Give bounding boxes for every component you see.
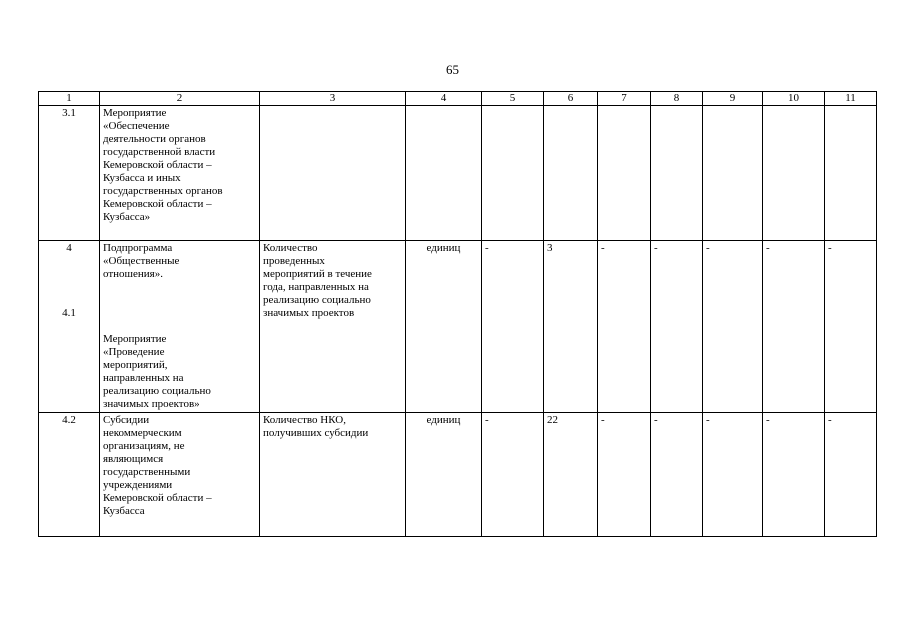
- subprogram-name: Подпрограмма «Общественные отношения».: [103, 242, 180, 280]
- value-cell: [763, 106, 825, 241]
- unit-cell: единиц: [406, 413, 482, 537]
- table-row: [39, 241, 877, 413]
- activity-name: Мероприятие «Обеспечение деятельности органов государственной власти Кемеровской области – Кузбасса и иных государственных органов Кемеровской области – Кузбасса»: [100, 106, 260, 241]
- table-row: [39, 413, 877, 537]
- indicator-name: Количество проведенных мероприятий в течение года, направленных на реализацию социально значимых проектов: [260, 241, 406, 413]
- value-cell: -: [598, 241, 651, 413]
- column-header: 4: [406, 92, 482, 106]
- value-cell: -: [763, 413, 825, 537]
- column-header: 5: [482, 92, 544, 106]
- column-header: 2: [100, 92, 260, 106]
- row-number-cell: [39, 241, 100, 413]
- value-cell: 22: [544, 413, 598, 537]
- indicator-name: Количество НКО, получивших субсидии: [260, 413, 406, 537]
- column-header: 8: [651, 92, 703, 106]
- value-cell: [544, 106, 598, 241]
- value-cell: [598, 106, 651, 241]
- unit-cell: единиц: [406, 241, 482, 413]
- value-cell: -: [703, 413, 763, 537]
- value-cell: -: [482, 413, 544, 537]
- table-header-row: [39, 92, 877, 106]
- table-row: [39, 106, 877, 241]
- activity-name: Мероприятие «Проведение мероприятий, направленных на реализацию социально значимых проектов»: [103, 333, 211, 410]
- indicators-table: [38, 91, 877, 537]
- column-header: 11: [825, 92, 877, 106]
- value-cell: -: [651, 413, 703, 537]
- column-header: 9: [703, 92, 763, 106]
- value-cell: -: [598, 413, 651, 537]
- row-number: 4: [66, 242, 72, 254]
- value-cell: -: [825, 413, 877, 537]
- value-cell: -: [482, 241, 544, 413]
- row-number: 4.1: [62, 307, 76, 319]
- column-header: 7: [598, 92, 651, 106]
- indicator-name: [260, 106, 406, 241]
- activity-name-cell: [100, 241, 260, 413]
- value-cell: -: [825, 241, 877, 413]
- page-number: 65: [446, 62, 459, 77]
- value-cell: [825, 106, 877, 241]
- value-cell: [651, 106, 703, 241]
- column-header: 1: [39, 92, 100, 106]
- value-cell: -: [703, 241, 763, 413]
- column-header: 10: [763, 92, 825, 106]
- value-cell: -: [651, 241, 703, 413]
- value-cell: [703, 106, 763, 241]
- value-cell: [482, 106, 544, 241]
- value-cell: 3: [544, 241, 598, 413]
- column-header: 3: [260, 92, 406, 106]
- value-cell: -: [763, 241, 825, 413]
- column-header: 6: [544, 92, 598, 106]
- activity-name: Субсидии некоммерческим организациям, не являющимся государственными учреждениями Кемеровской области – Кузбасса: [100, 413, 260, 537]
- row-number: 4.2: [39, 413, 100, 537]
- row-number: 3.1: [39, 106, 100, 241]
- unit-cell: [406, 106, 482, 241]
